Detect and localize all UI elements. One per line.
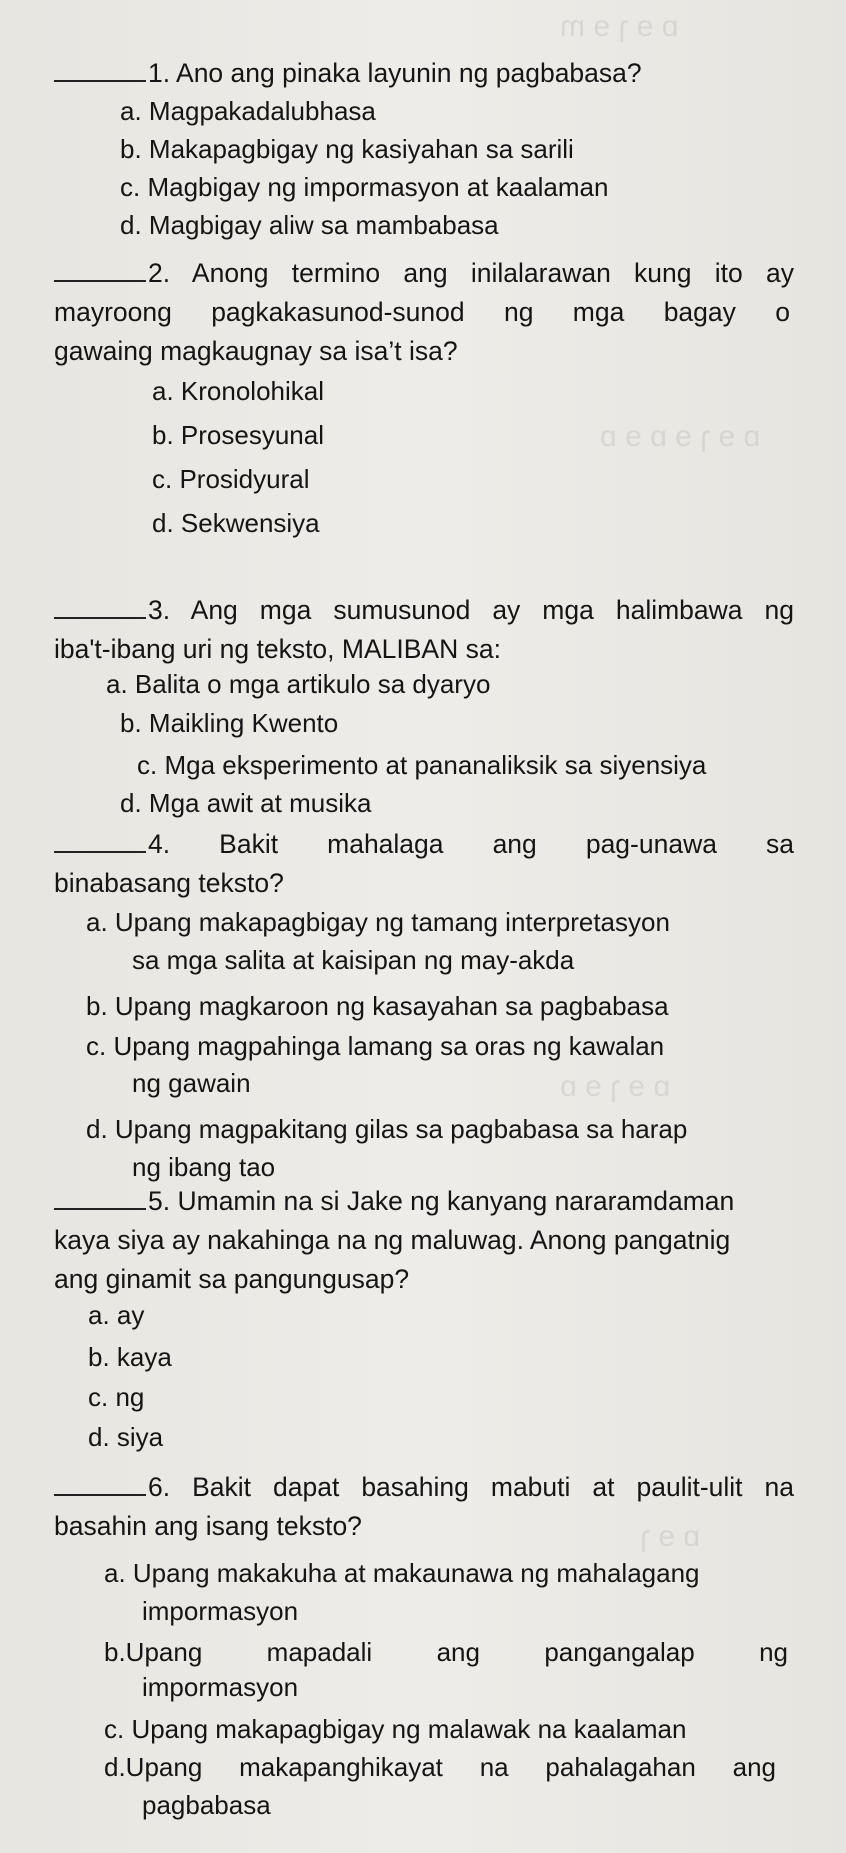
option-d: d. siya — [88, 1422, 164, 1452]
question-stem-line: mayroong pagkakasunod-sunod ng mga bagay o — [54, 297, 790, 327]
question-number: 4. — [148, 829, 171, 859]
answer-blank[interactable] — [54, 1473, 146, 1496]
option-a: a. Kronolohikal — [152, 376, 324, 406]
question-number: 1. — [148, 58, 171, 88]
option-a: a. Balita o mga artikulo sa dyaryo — [106, 669, 491, 699]
option-d-continued: ng ibang tao — [132, 1152, 276, 1182]
option-c: c. Prosidyural — [152, 464, 310, 494]
option-b: b. Maikling Kwento — [120, 708, 339, 738]
option-a: a. Upang makakuha at makaunawa ng mahalagang — [104, 1558, 700, 1588]
answer-blank[interactable] — [54, 596, 146, 619]
question-4 — [54, 825, 794, 864]
option-a: a. Upang makapagbigay ng tamang interpretasyon — [86, 907, 670, 937]
option-c: c. Upang makapagbigay ng malawak na kaalaman — [104, 1714, 687, 1744]
answer-blank[interactable] — [54, 259, 146, 282]
question-number: 5. — [148, 1186, 171, 1216]
option-d: d.Upang makapanghikayat na pahalagahan ang — [104, 1752, 776, 1782]
option-a-continued: sa mga salita at kaisipan ng may-akda — [132, 945, 575, 975]
question-stem-line: Anong termino ang inilalarawan kung ito ay — [191, 258, 794, 288]
option-d: d. Sekwensiya — [152, 508, 320, 538]
question-stem-line: Ang mga sumusunod ay mga halimbawa ng — [190, 595, 794, 625]
option-d: d. Magbigay aliw sa mambabasa — [120, 210, 499, 240]
option-b: b.Upang mapadali ang pangangalap ng — [104, 1637, 788, 1667]
question-stem-line: kaya siya ay nakahinga na ng maluwag. Anong pangatnig — [54, 1225, 731, 1255]
question-5 — [54, 1182, 794, 1221]
option-b: b. Prosesyunal — [152, 420, 324, 450]
option-b: b. kaya — [88, 1342, 172, 1372]
option-c: c. Magbigay ng impormasyon at kaalaman — [120, 172, 609, 202]
option-d: d. Upang magpakitang gilas sa pagbabasa sa harap — [86, 1114, 688, 1144]
answer-blank[interactable] — [54, 59, 146, 82]
bleed-through-text: ɒ ɘ ɿ ɘ ɒ ɘ ɒ — [600, 420, 761, 453]
option-a-continued: impormasyon — [142, 1596, 299, 1626]
option-b: b. Makapagbigay ng kasiyahan sa sarili — [120, 134, 574, 164]
question-number: 6. — [148, 1472, 171, 1502]
bleed-through-text: ɒ ɘ ɿ — [640, 1520, 701, 1553]
option-d: d. Mga awit at musika — [120, 788, 372, 818]
option-c-continued: ng gawain — [132, 1068, 251, 1098]
question-3 — [54, 591, 794, 630]
option-b-continued: impormasyon — [142, 1672, 299, 1702]
option-b: b. Upang magkaroon ng kasayahan sa pagbabasa — [86, 991, 669, 1021]
bleed-through-text: ɒ ɘ ɿ ɘ m — [560, 10, 679, 43]
question-stem-line: Bakit dapat basahing mabuti at paulit-ulit na — [192, 1472, 794, 1502]
option-c: c. Upang magpahinga lamang sa oras ng kawalan — [86, 1031, 665, 1061]
question-stem: Ano ang pinaka layunin ng pagbabasa? — [176, 58, 642, 88]
question-stem-line: ang ginamit sa pangungusap? — [54, 1264, 410, 1294]
question-number: 3. — [148, 595, 171, 625]
question-stem-line: gawaing magkaugnay sa isa’t isa? — [54, 336, 458, 366]
question-stem-line: Umamin na si Jake ng kanyang nararamdaman — [177, 1186, 735, 1216]
option-c: c. ng — [88, 1382, 145, 1412]
question-stem-line: Bakit mahalaga ang pag-unawa sa — [219, 829, 794, 859]
option-c: c. Mga eksperimento at pananaliksik sa siyensiya — [137, 750, 707, 780]
bleed-through-text: ɒ ɘ ɿ ɘ ɒ — [560, 1070, 671, 1103]
question-stem-line: basahin ang isang teksto? — [54, 1511, 362, 1541]
answer-blank[interactable] — [54, 830, 146, 853]
question-stem-line: iba't-ibang uri ng teksto, MALIBAN sa: — [54, 634, 501, 664]
option-a: a. ay — [88, 1300, 145, 1330]
answer-blank[interactable] — [54, 1187, 146, 1210]
option-a: a. Magpakadalubhasa — [120, 96, 376, 126]
question-6 — [54, 1468, 794, 1507]
question-2 — [54, 254, 794, 293]
option-d-continued: pagbabasa — [142, 1790, 271, 1820]
question-stem-line: binabasang teksto? — [54, 868, 284, 898]
question-1 — [54, 54, 794, 93]
question-number: 2. — [148, 258, 171, 288]
